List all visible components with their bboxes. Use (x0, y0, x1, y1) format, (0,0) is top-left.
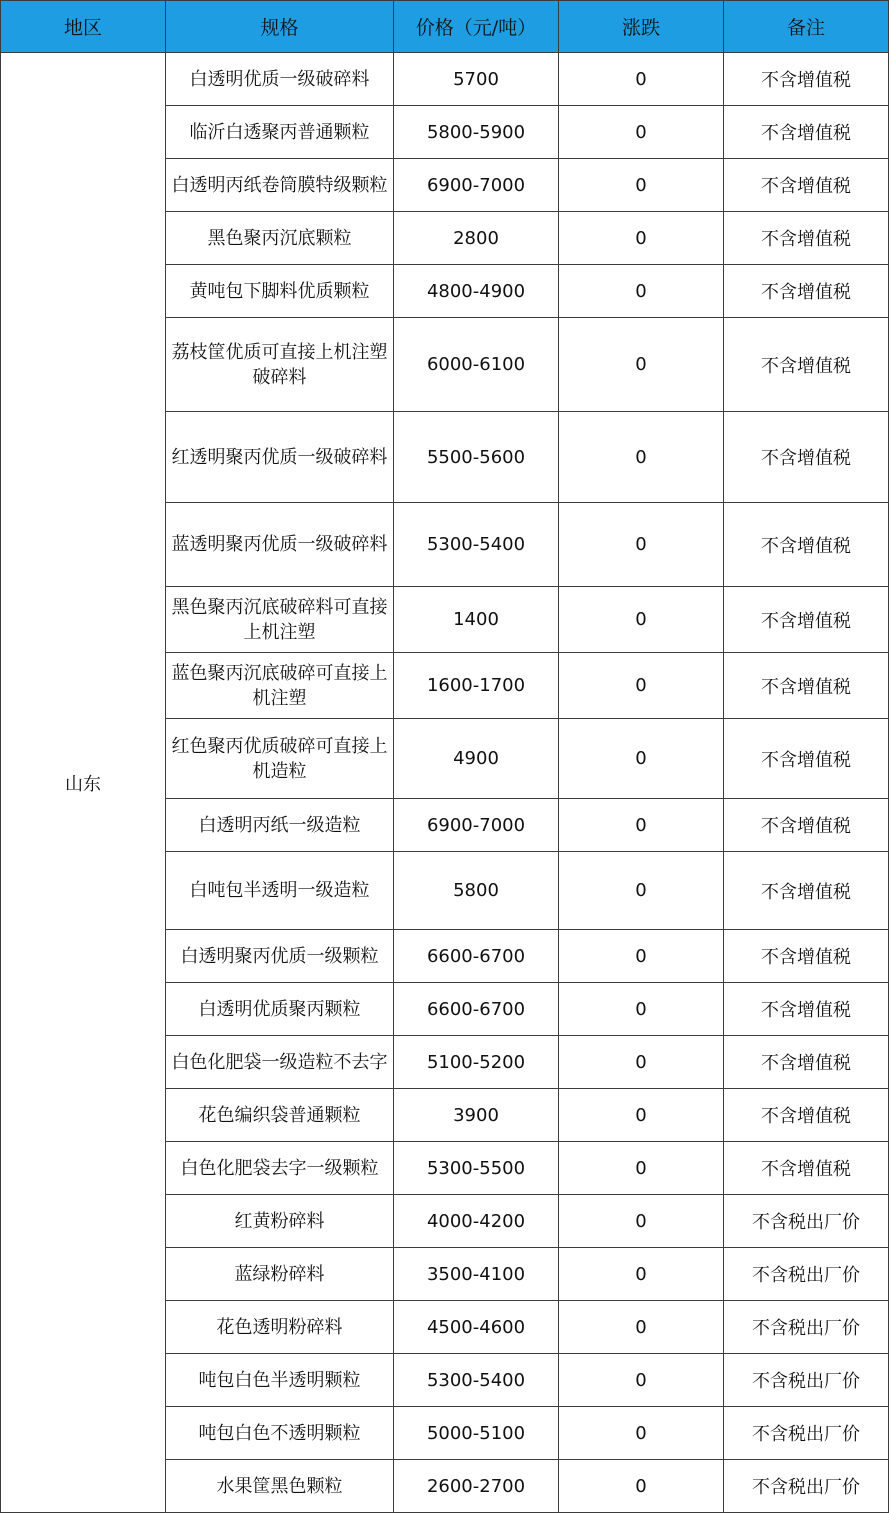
note-cell: 不含增值税 (724, 799, 889, 852)
spec-cell: 蓝绿粉碎料 (166, 1248, 394, 1301)
spec-cell: 白透明丙纸一级造粒 (166, 799, 394, 852)
change-cell: 0 (559, 1354, 724, 1407)
header-row (1, 1, 889, 53)
spec-cell: 白透明优质一级破碎料 (166, 53, 394, 106)
spec-cell: 黑色聚丙沉底颗粒 (166, 212, 394, 265)
price-cell: 6900-7000 (394, 159, 559, 212)
change-cell: 0 (559, 719, 724, 799)
note-cell: 不含税出厂价 (724, 1301, 889, 1354)
header-note: 备注 (724, 1, 889, 53)
price-cell: 5300-5500 (394, 1142, 559, 1195)
header-change: 涨跌 (559, 1, 724, 53)
header-region: 地区 (1, 1, 166, 53)
spec-cell: 红透明聚丙优质一级破碎料 (166, 412, 394, 503)
change-cell: 0 (559, 1301, 724, 1354)
spec-cell: 红色聚丙优质破碎可直接上机造粒 (166, 719, 394, 799)
change-cell: 0 (559, 265, 724, 318)
note-cell: 不含增值税 (724, 53, 889, 106)
spec-cell: 白吨包半透明一级造粒 (166, 852, 394, 930)
spec-cell: 白透明丙纸卷筒膜特级颗粒 (166, 159, 394, 212)
note-cell: 不含增值税 (724, 412, 889, 503)
change-cell: 0 (559, 503, 724, 587)
table-row (1, 53, 889, 106)
header-spec: 规格 (166, 1, 394, 53)
note-cell: 不含增值税 (724, 983, 889, 1036)
change-cell: 0 (559, 1248, 724, 1301)
note-cell: 不含增值税 (724, 318, 889, 412)
note-cell: 不含增值税 (724, 1142, 889, 1195)
price-cell: 2800 (394, 212, 559, 265)
price-cell: 6600-6700 (394, 930, 559, 983)
change-cell: 0 (559, 212, 724, 265)
spec-cell: 蓝透明聚丙优质一级破碎料 (166, 503, 394, 587)
note-cell: 不含增值税 (724, 503, 889, 587)
note-cell: 不含增值税 (724, 1036, 889, 1089)
price-cell: 5700 (394, 53, 559, 106)
change-cell: 0 (559, 1195, 724, 1248)
region-cell: 山东 (1, 53, 166, 1513)
price-cell: 6900-7000 (394, 799, 559, 852)
note-cell: 不含税出厂价 (724, 1248, 889, 1301)
price-cell: 5100-5200 (394, 1036, 559, 1089)
price-cell: 6000-6100 (394, 318, 559, 412)
note-cell: 不含增值税 (724, 587, 889, 653)
change-cell: 0 (559, 1460, 724, 1513)
price-cell: 5000-5100 (394, 1407, 559, 1460)
header-price: 价格（元/吨） (394, 1, 559, 53)
note-cell: 不含增值税 (724, 1089, 889, 1142)
change-cell: 0 (559, 318, 724, 412)
price-cell: 5800 (394, 852, 559, 930)
change-cell: 0 (559, 53, 724, 106)
change-cell: 0 (559, 653, 724, 719)
spec-cell: 白色化肥袋去字一级颗粒 (166, 1142, 394, 1195)
note-cell: 不含增值税 (724, 159, 889, 212)
price-cell: 4500-4600 (394, 1301, 559, 1354)
note-cell: 不含增值税 (724, 265, 889, 318)
price-cell: 5800-5900 (394, 106, 559, 159)
note-cell: 不含税出厂价 (724, 1460, 889, 1513)
spec-cell: 白色化肥袋一级造粒不去字 (166, 1036, 394, 1089)
change-cell: 0 (559, 587, 724, 653)
price-cell: 6600-6700 (394, 983, 559, 1036)
price-cell: 4000-4200 (394, 1195, 559, 1248)
price-cell: 5300-5400 (394, 1354, 559, 1407)
spec-cell: 吨包白色半透明颗粒 (166, 1354, 394, 1407)
spec-cell: 红黄粉碎料 (166, 1195, 394, 1248)
note-cell: 不含税出厂价 (724, 1407, 889, 1460)
price-cell: 1600-1700 (394, 653, 559, 719)
spec-cell: 黑色聚丙沉底破碎料可直接上机注塑 (166, 587, 394, 653)
price-cell: 5300-5400 (394, 503, 559, 587)
price-cell: 4900 (394, 719, 559, 799)
price-cell: 4800-4900 (394, 265, 559, 318)
note-cell: 不含增值税 (724, 106, 889, 159)
spec-cell: 花色透明粉碎料 (166, 1301, 394, 1354)
note-cell: 不含税出厂价 (724, 1195, 889, 1248)
spec-cell: 白透明优质聚丙颗粒 (166, 983, 394, 1036)
spec-cell: 花色编织袋普通颗粒 (166, 1089, 394, 1142)
note-cell: 不含增值税 (724, 852, 889, 930)
spec-cell: 白透明聚丙优质一级颗粒 (166, 930, 394, 983)
spec-cell: 荔枝筐优质可直接上机注塑破碎料 (166, 318, 394, 412)
change-cell: 0 (559, 159, 724, 212)
change-cell: 0 (559, 412, 724, 503)
note-cell: 不含增值税 (724, 212, 889, 265)
spec-cell: 吨包白色不透明颗粒 (166, 1407, 394, 1460)
note-cell: 不含增值税 (724, 719, 889, 799)
change-cell: 0 (559, 1036, 724, 1089)
change-cell: 0 (559, 106, 724, 159)
spec-cell: 临沂白透聚丙普通颗粒 (166, 106, 394, 159)
change-cell: 0 (559, 852, 724, 930)
change-cell: 0 (559, 1142, 724, 1195)
change-cell: 0 (559, 1089, 724, 1142)
change-cell: 0 (559, 983, 724, 1036)
change-cell: 0 (559, 799, 724, 852)
price-cell: 3900 (394, 1089, 559, 1142)
spec-cell: 黄吨包下脚料优质颗粒 (166, 265, 394, 318)
price-cell: 3500-4100 (394, 1248, 559, 1301)
change-cell: 0 (559, 1407, 724, 1460)
change-cell: 0 (559, 930, 724, 983)
price-cell: 1400 (394, 587, 559, 653)
note-cell: 不含增值税 (724, 930, 889, 983)
spec-cell: 蓝色聚丙沉底破碎可直接上机注塑 (166, 653, 394, 719)
price-cell: 2600-2700 (394, 1460, 559, 1513)
note-cell: 不含增值税 (724, 653, 889, 719)
price-cell: 5500-5600 (394, 412, 559, 503)
note-cell: 不含税出厂价 (724, 1354, 889, 1407)
spec-cell: 水果筐黑色颗粒 (166, 1460, 394, 1513)
